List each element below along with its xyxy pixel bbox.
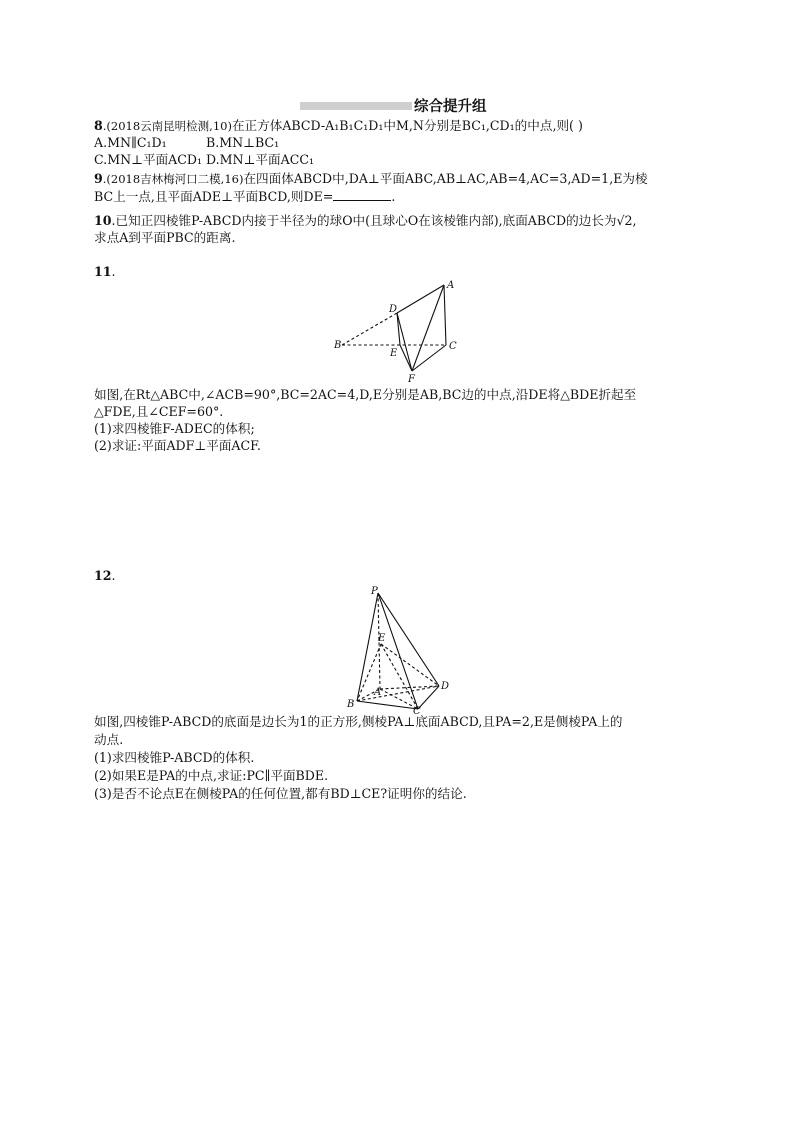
section-title: 综合提升组 [414,98,487,115]
q10-text-1: .已知正四棱锥P-ABCD内接于半径为的球O中(且球心O在该棱锥内部),底面ABCD的边长为√2, [111,213,637,228]
q10-number: 10 [94,213,112,228]
q11-line-1 [94,387,636,403]
q11-number: 11 [94,264,112,279]
q11-label-e: E [390,348,398,359]
q12-label-p: P [371,586,378,597]
q12-figure [340,583,452,715]
q12-label-e: E [378,633,386,644]
q8-option-b: B.MN⊥BC₁ [206,135,280,150]
q10-line-2 [94,230,235,246]
q9-text-2: BC上一点,且平面ADE⊥平面BCD,则DE= [94,189,334,204]
q12-label-c: C [413,706,421,715]
q12-text-2: 动点. [94,732,124,747]
q12-part-3 [94,786,467,802]
q11-part-1-text: (1)求四棱锥F-ADEC的体积; [94,421,255,436]
q12-edge-pc [378,593,418,709]
q11-label-f: F [408,374,415,385]
q9-text-2-end: . [391,189,396,204]
q12-part-3-text: (3)是否不论点E在侧棱PA的任何位置,都有BD⊥CE?证明你的结论. [94,786,467,801]
q11-part-2-text: (2)求证:平面ADF⊥平面ACF. [94,438,261,453]
q8-number: 8 [94,118,103,133]
q9-text-1: 在四面体ABCD中,DA⊥平面ABC,AB⊥AC,AB=4,AC=3,AD=1,E为棱 [243,171,648,186]
q8-options-row-2 [94,152,314,168]
q11-edge-ac [444,285,446,345]
q12-label-a: A [374,687,382,698]
q12-part-2-text: (2)如果E是PA的中点,求证:PC∥平面BDE. [94,768,329,783]
q11-part-1 [94,421,255,437]
q11-text-1: 如图,在Rt△ABC中,∠ACB=90°,BC=2AC=4,D,E分别是AB,BC边的中点,沿DE将△BDE折起至 [94,387,637,402]
q12-heading [94,568,116,584]
q12-dot: . [111,568,116,583]
q9-number: 9 [94,171,103,186]
q8-stem-line [94,118,583,134]
q12-edge-ed [381,644,439,686]
q9-line-2 [94,189,395,205]
q12-part-2 [94,768,328,784]
q12-edge-pd [378,593,439,686]
q11-label-a: A [447,280,455,291]
q9-source: .(2018吉林梅河口二模,16) [102,172,244,186]
q8-options-row-1 [94,135,279,151]
q8-option-d: D.MN⊥平面ACC₁ [206,152,315,167]
q12-number: 12 [94,568,112,583]
q11-edge-bd [342,313,397,345]
q9-answer-blank [333,189,391,201]
q12-label-b: B [347,699,355,710]
q12-line-1 [94,714,623,730]
q12-part-1-text: (1)求四棱锥P-ABCD的体积. [94,750,255,765]
q11-label-d: D [389,304,398,315]
q12-edge-bc [357,701,418,709]
q11-text-2: △FDE,且∠CEF=60°. [94,404,224,419]
q10-line-1 [94,213,637,229]
q12-label-d: D [441,681,450,692]
q9-line-1 [94,171,648,187]
q11-heading [94,264,116,280]
q11-part-2 [94,438,261,454]
q12-edge-cd [418,686,439,709]
q11-edge-da [397,285,444,313]
q12-edge-pb [357,593,378,701]
q8-option-a: A.MN∥C₁D₁ [94,135,167,150]
q12-text-1: 如图,四棱锥P-ABCD的底面是边长为1的正方形,侧棱PA⊥底面ABCD,且PA=2,E是侧棱PA上的 [94,714,623,729]
q12-part-1 [94,750,254,766]
q11-label-c: C [449,341,457,352]
q11-label-b: B [334,340,342,351]
q8-option-c: C.MN⊥平面ACD₁ [94,152,203,167]
q8-stem: 在正方体ABCD-A₁B₁C₁D₁中M,N分别是BC₁,CD₁的中点,则( ) [231,118,583,133]
q8-source: .(2018云南昆明检测,10) [102,119,232,133]
q11-figure [334,276,464,388]
q11-dot: . [111,264,116,279]
q11-line-2 [94,404,223,420]
q10-text-2: 求点A到平面PBC的距离. [94,230,236,245]
section-header-bar [300,102,412,110]
q12-line-2 [94,732,123,748]
